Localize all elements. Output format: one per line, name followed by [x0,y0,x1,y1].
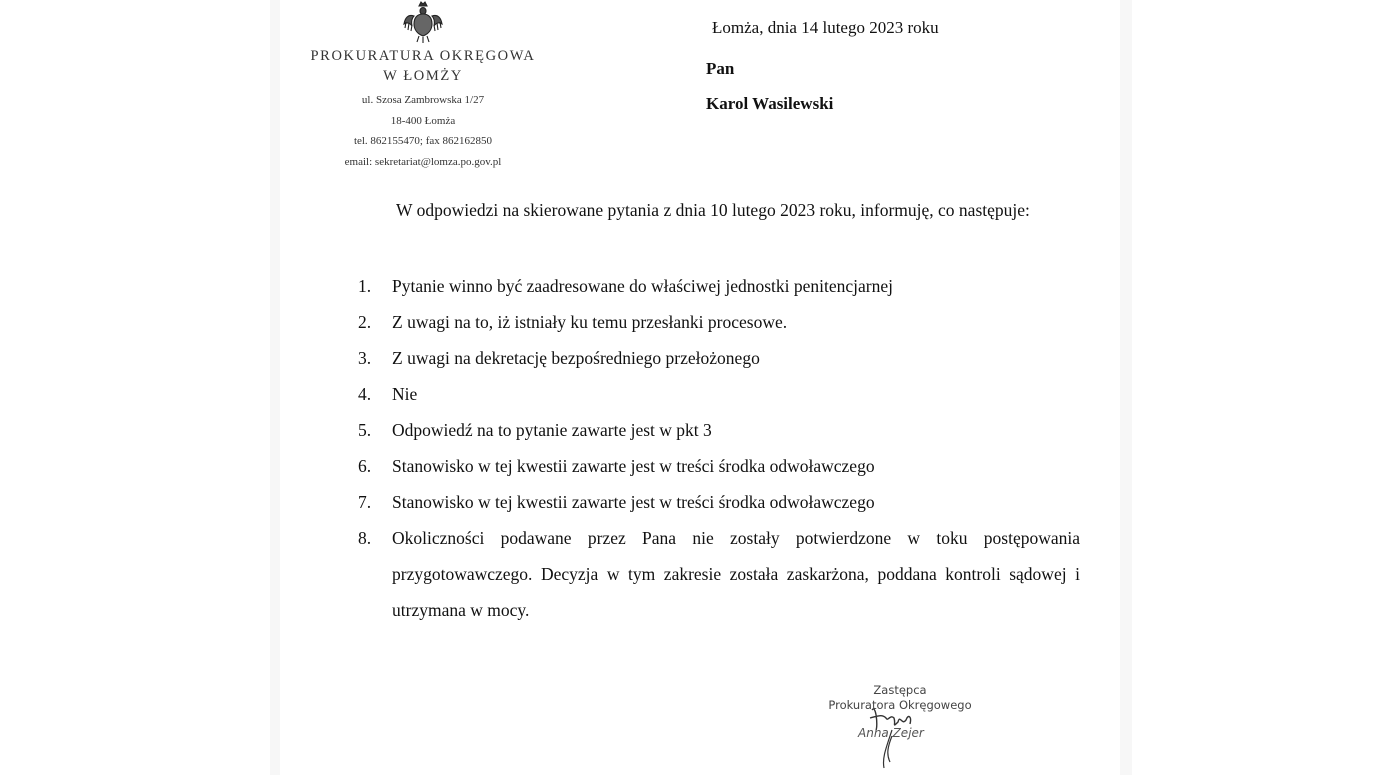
item-number: 7. [358,492,372,512]
item-number: 8. [358,528,372,548]
item-number: 2. [358,312,372,332]
item-text: Stanowisko w tej kwestii zawarte jest w treści środka odwoławczego [392,492,875,512]
recipient-name: Karol Wasilewski [706,94,834,113]
address-city: 18-400 Łomża [390,114,456,127]
item-text: Okoliczności podawane przez Pana nie zostały potwierdzone w toku postępowania przygotowawczego. Decyzja w tym zakresie została zaskarżona, poddana kontroli sądowej i utrzymana w mocy. [392,528,1080,620]
org-name-line1: PROKURATURA OKRĘGOWA [310,48,536,64]
signature-title-line1: Zastępca [873,683,927,697]
item-number: 1. [358,276,372,296]
item-text: Z uwagi na to, iż istniały ku temu przesłanki procesowe. [392,312,788,332]
item-text: Pytanie winno być zaadresowane do właściwej jednostki penitencjarnej [392,276,894,296]
letter-date: Łomża, dnia 14 lutego 2023 roku [712,18,939,37]
item-number: 5. [358,420,372,440]
item-text: Odpowiedź na to pytanie zawarte jest w pkt 3 [392,420,712,440]
email-address: email: sekretariat@lomza.po.gov.pl [344,155,502,168]
item-text: Z uwagi na dekretację bezpośredniego przełożonego [392,348,760,368]
intro-paragraph: W odpowiedzi na skierowane pytania z dnia 10 lutego 2023 roku, informuję, co następuje: [396,200,1030,220]
item-number: 3. [358,348,372,368]
signatory-name: Anna Zejer [858,726,924,740]
polish-eagle-emblem-icon [402,0,444,44]
prosecutor-office-name [290,46,556,86]
address-street: ul. Szosa Zambrowska 1/27 [361,94,485,106]
salutation: Pan [706,59,735,78]
org-name-line2: W ŁOMŻY [383,68,463,84]
item-number: 4. [358,384,372,404]
signature-title-line2: Prokuratora Okręgowego [828,698,972,712]
item-text: Stanowisko w tej kwestii zawarte jest w treści środka odwoławczego [392,456,875,476]
phone-fax: tel. 862155470; fax 862162850 [353,135,493,147]
item-text: Nie [392,384,418,404]
letterhead-address [290,90,556,172]
item-number: 6. [358,456,372,476]
